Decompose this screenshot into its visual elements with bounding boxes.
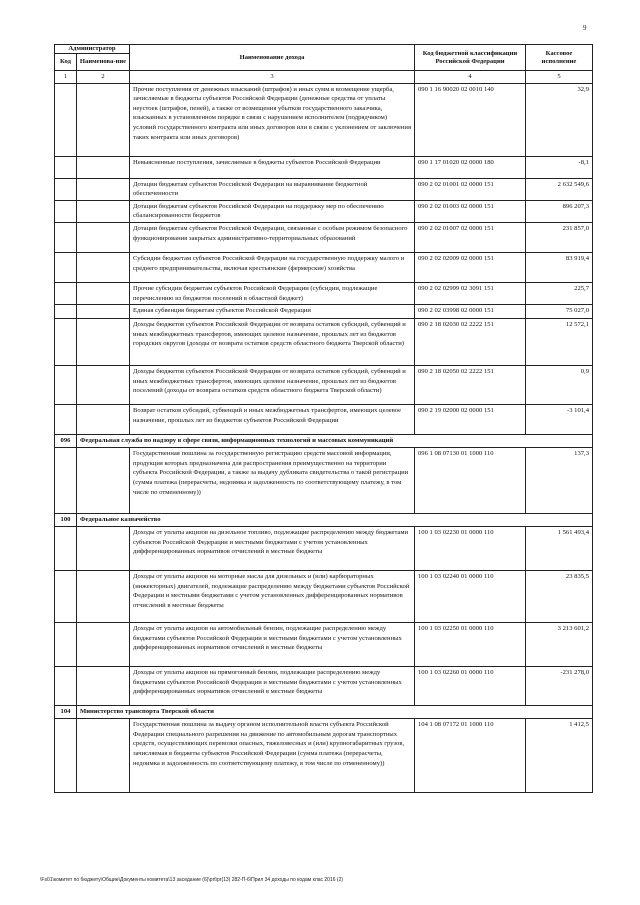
income-table	[54, 44, 593, 793]
table-row	[55, 719, 593, 793]
income-name-cell: Государственная пошлина за государственную регистрацию средств массовой информации, продукция которых предназначена для распространения преимущественно на территории субъекта Российской Федерации, а также за выдачу дубликата свидетельства о такой регистрации (сумма платежа (перерасчеты, недоимка и задолженность по соответствующему платежу, в том числе по отмененному))	[130, 448, 415, 514]
admin-code-cell	[55, 282, 77, 304]
admin-code-cell	[55, 83, 77, 156]
admin-code-cell	[55, 405, 77, 435]
col-number: 1	[55, 71, 77, 84]
amount-cell: 231 857,0	[526, 222, 593, 252]
header-execution: Кассовое исполнение	[526, 45, 593, 71]
income-name-cell: Прочие поступления от денежных взысканий (штрафов) и иных сумм в возмещение ущерба, зачисляемые в бюджеты субъектов Российской Федерации (денежные средства от уплаты неустоек (штрафов, пеней), а также от возмещения убытков государственного заказчика, взысканных в установленном порядке в связи с нарушением исполнителем (подрядчиком) условий государственного контракта или иных договоров или в связи с уклонением от заключения таких контракта или иных договоров)	[130, 83, 415, 156]
income-name-cell: Доходы бюджетов субъектов Российской Федерации от возврата остатков субсидий, субвенций и иных межбюджетных трансфертов, имеющих целевое назначение, прошлых лет из бюджетов поселений (доходы от возврата остатков средств областного бюджета Тверской области)	[130, 366, 415, 405]
admin-code-cell	[55, 252, 77, 282]
budget-code-cell: 096 1 08 07130 01 1000 110	[415, 448, 526, 514]
section-title: Федеральная служба по надзору в сфере связи, информационных технологий и массовых коммуникаций	[77, 435, 593, 448]
table-row	[55, 83, 593, 156]
admin-name-cell	[77, 571, 130, 623]
amount-cell: 23 835,5	[526, 571, 593, 623]
table-row	[55, 252, 593, 282]
admin-name-cell	[77, 252, 130, 282]
table-row	[55, 366, 593, 405]
admin-name-cell	[77, 200, 130, 222]
income-name-cell: Государственная пошлина за выдачу органом исполнительной власти субъекта Российской Федерации специального разрешения на движение по автомобильным дорогам транспортных средств, осуществляющих перевозки опасных, тяжеловесных и (или) крупногабаритных грузов, зачисляемая в бюджеты субъектов Российской Федерации (сумма платежа (перерасчеты, недоимка и задолженность по соответствующему платежу, в том числе по отмененному))	[130, 719, 415, 793]
amount-cell: 1 412,5	[526, 719, 593, 793]
section-row	[55, 435, 593, 448]
table-row	[55, 667, 593, 706]
amount-cell: 0,9	[526, 366, 593, 405]
income-name-cell: Доходы от уплаты акцизов на прямогонный бензин, подлежащие распределению между бюджетами субъектов Российской Федерации и местными бюджетами с учетом установленных дифференцированных нормативов отчислений в местные бюджеты	[130, 667, 415, 706]
table-row	[55, 405, 593, 435]
table-row	[55, 178, 593, 200]
section-code: 100	[55, 514, 77, 527]
col-number: 4	[415, 71, 526, 84]
col-number: 3	[130, 71, 415, 84]
admin-name-cell	[77, 222, 130, 252]
budget-code-cell: 100 1 03 02240 01 0000 110	[415, 571, 526, 623]
amount-cell: -231 278,0	[526, 667, 593, 706]
income-name-cell: Доходы от уплаты акцизов на дизельное топливо, подлежащие распределению между бюджетами субъектов Российской Федерации и местными бюджетами с учетом установленных дифференцированных нормативов отчислений в местные бюджеты	[130, 527, 415, 571]
budget-code-cell: 090 2 02 01003 02 0000 151	[415, 200, 526, 222]
admin-code-cell	[55, 719, 77, 793]
admin-name-cell	[77, 448, 130, 514]
section-code: 096	[55, 435, 77, 448]
section-title: Федеральное казначейство	[77, 514, 593, 527]
income-name-cell: Дотации бюджетам субъектов Российской Федерации на поддержку мер по обеспечению сбалансированности бюджетов	[130, 200, 415, 222]
budget-code-cell: 104 1 08 07172 01 1000 110	[415, 719, 526, 793]
income-name-cell: Невыясненные поступления, зачисляемые в бюджеты субъектов Российской Федерации	[130, 156, 415, 178]
header-admin-name: Наименова-ние	[77, 54, 130, 71]
admin-name-cell	[77, 623, 130, 667]
admin-name-cell	[77, 667, 130, 706]
budget-code-cell: 100 1 03 02250 01 0000 110	[415, 623, 526, 667]
income-name-cell: Дотации бюджетам субъектов Российской Федерации, связанные с особым режимом безопасного функционирования закрытых административно-территориальных образований	[130, 222, 415, 252]
amount-cell: 12 572,1	[526, 319, 593, 366]
col-number: 2	[77, 71, 130, 84]
amount-cell: 2 632 549,6	[526, 178, 593, 200]
income-name-cell: Возврат остатков субсидий, субвенций и иных межбюджетных трансфертов, имеющих целевое назначение, прошлых лет из бюджетов субъектов Российской Федерации	[130, 405, 415, 435]
admin-code-cell	[55, 527, 77, 571]
income-name-cell: Субсидии бюджетам субъектов Российской Федерации на государственную поддержку малого и среднего предпринимательства, включая крестьянские (фермерские) хозяйства	[130, 252, 415, 282]
admin-code-cell	[55, 319, 77, 366]
admin-code-cell	[55, 623, 77, 667]
income-name-cell: Доходы бюджетов субъектов Российской Федерации от возврата остатков субсидий, субвенций и иных межбюджетных трансфертов, имеющих целевое назначение, прошлых лет из бюджетов городских округов (доходы от возврата остатков средств областного бюджета Тверской области)	[130, 319, 415, 366]
admin-code-cell	[55, 305, 77, 319]
table-row	[55, 571, 593, 623]
amount-cell: -3 101,4	[526, 405, 593, 435]
admin-code-cell	[55, 200, 77, 222]
amount-cell: 3 213 601,2	[526, 623, 593, 667]
amount-cell: 83 919,4	[526, 252, 593, 282]
header-code: Код	[55, 54, 77, 71]
budget-code-cell: 090 2 02 02009 02 0000 151	[415, 252, 526, 282]
income-name-cell: Доходы от уплаты акцизов на автомобильный бензин, подлежащие распределению между бюджетами субъектов Российской Федерации и местными бюджетами с учетом установленных дифференцированных нормативов отчислений в местные бюджеты	[130, 623, 415, 667]
admin-code-cell	[55, 448, 77, 514]
admin-name-cell	[77, 83, 130, 156]
table-row	[55, 623, 593, 667]
table-row	[55, 282, 593, 304]
budget-code-cell: 100 1 03 02260 01 0000 110	[415, 667, 526, 706]
budget-code-cell: 090 1 16 90020 02 0010 140	[415, 83, 526, 156]
header-budget-code: Код бюджетной классификации Российской Федерации	[415, 45, 526, 71]
section-title: Министерство транспорта Тверской области	[77, 706, 593, 719]
section-code: 104	[55, 706, 77, 719]
header-admin: Администратор	[55, 45, 130, 54]
budget-code-cell: 090 2 02 01001 02 0000 151	[415, 178, 526, 200]
table-row	[55, 200, 593, 222]
table-row	[55, 305, 593, 319]
admin-code-cell	[55, 366, 77, 405]
amount-cell: -8,1	[526, 156, 593, 178]
budget-code-cell: 090 2 19 02000 02 0000 151	[415, 405, 526, 435]
admin-code-cell	[55, 156, 77, 178]
admin-code-cell	[55, 571, 77, 623]
admin-code-cell	[55, 667, 77, 706]
admin-name-cell	[77, 178, 130, 200]
admin-code-cell	[55, 222, 77, 252]
amount-cell: 1 561 493,4	[526, 527, 593, 571]
amount-cell: 75 027,0	[526, 305, 593, 319]
admin-name-cell	[77, 282, 130, 304]
income-name-cell: Доходы от уплаты акцизов на моторные масла для дизельных и (или) карбюраторных (инжекторных) двигателей, подлежащие распределению между бюджетами субъектов Российской Федерации и местными бюджетами с учетом установленных дифференцированных нормативов отчислений в местные бюджеты	[130, 571, 415, 623]
section-row	[55, 514, 593, 527]
amount-cell: 225,7	[526, 282, 593, 304]
table-row	[55, 527, 593, 571]
amount-cell: 896 207,3	[526, 200, 593, 222]
budget-code-cell: 090 1 17 01020 02 0000 180	[415, 156, 526, 178]
income-name-cell: Единая субвенция бюджетам субъектов Российской Федерации	[130, 305, 415, 319]
admin-name-cell	[77, 405, 130, 435]
budget-code-cell: 100 1 03 02230 01 0000 110	[415, 527, 526, 571]
admin-name-cell	[77, 366, 130, 405]
admin-name-cell	[77, 719, 130, 793]
admin-name-cell	[77, 319, 130, 366]
budget-code-cell: 090 2 18 02050 02 2222 151	[415, 366, 526, 405]
header-income-name: Наименование дохода	[130, 45, 415, 71]
section-row	[55, 706, 593, 719]
budget-code-cell: 090 2 02 01007 02 0000 151	[415, 222, 526, 252]
budget-code-cell: 090 2 18 02030 02 2222 151	[415, 319, 526, 366]
budget-code-cell: 090 2 02 03998 02 0000 151	[415, 305, 526, 319]
amount-cell: 137,3	[526, 448, 593, 514]
admin-code-cell	[55, 178, 77, 200]
col-number: 5	[526, 71, 593, 84]
admin-name-cell	[77, 305, 130, 319]
income-name-cell: Прочие субсидии бюджетам субъектов Российской Федерации (субсидии, подлежащие перечислению из бюджетов поселений в областной бюджет)	[130, 282, 415, 304]
amount-cell: 32,9	[526, 83, 593, 156]
table-row	[55, 448, 593, 514]
file-path-footer: \Fs01\комитет по бюджету\Общие\Документы комитета\13 заседание (6)\prt\pr(13) 282-П-6\Прил 34 доходы по кодам клас 2016 (2)	[40, 877, 344, 883]
income-name-cell: Дотации бюджетам субъектов Российской Федерации на выравнивание бюджетной обеспеченности	[130, 178, 415, 200]
table-row	[55, 156, 593, 178]
admin-name-cell	[77, 156, 130, 178]
admin-name-cell	[77, 527, 130, 571]
table-row	[55, 319, 593, 366]
page-number: 9	[583, 24, 587, 32]
budget-code-cell: 090 2 02 02999 02 3091 151	[415, 282, 526, 304]
table-row	[55, 222, 593, 252]
